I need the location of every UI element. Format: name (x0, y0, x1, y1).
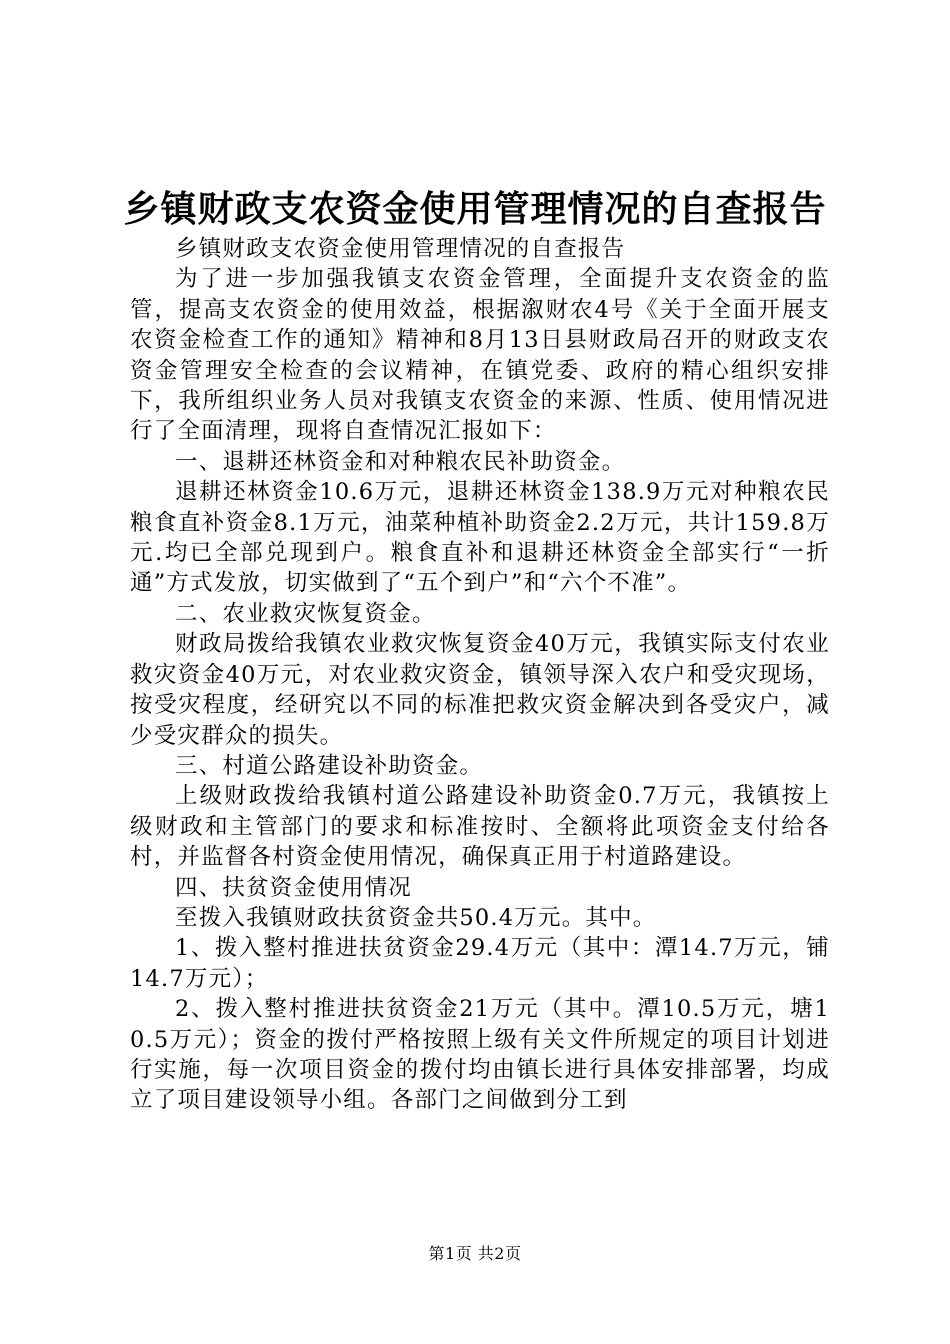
body-paragraph: 四、扶贫资金使用情况 (175, 874, 413, 901)
body-paragraph: 1、拨入整村推进扶贫资金29.4万元（其中：潭14.7万元，铺14.7万元）； (130, 935, 830, 992)
body-paragraph: 至拨入我镇财政扶贫资金共50.4万元。其中。 (175, 904, 657, 931)
body-paragraph: 三、村道公路建设补助资金。 (175, 752, 484, 779)
body-paragraph: 一、退耕还林资金和对种粮农民补助资金。 (175, 448, 626, 475)
document-title: 乡镇财政支农资金使用管理情况的自查报告 (123, 189, 827, 230)
body-paragraph: 乡镇财政支农资金使用管理情况的自查报告 (175, 236, 626, 262)
body-paragraph: 为了进一步加强我镇支农资金管理，全面提升支农资金的监管，提高支农资金的使用效益，根据溆财农4号《关于全面开展支农资金检查工作的通知》精神和8月13日县财政局召开的财政支农资金管理安全检查的会议精神，在镇党委、政府的精心组织安排下，我所组织业务人员对我镇支农资金的来源、性质、使用情况进行了全面清理，现将自查情况汇报如下： (130, 266, 830, 445)
body-paragraph: 二、农业救灾恢复资金。 (175, 600, 436, 627)
page-number-footer: 第1页 共2页 (428, 1244, 522, 1263)
body-paragraph: 上级财政拨给我镇村道公路建设补助资金0.7万元，我镇按上级财政和主管部门的要求和标准按时、全额将此项资金支付给各村，并监督各村资金使用情况，确保真正用于村道路建设。 (130, 783, 830, 871)
document-body (130, 234, 830, 1116)
body-paragraph: 财政局拨给我镇农业救灾恢复资金40万元，我镇实际支付农业救灾资金40万元，对农业救灾资金，镇领导深入农户和受灾现场，按受灾程度，经研究以不同的标准把救灾资金解决到各受灾户，减少受灾群众的损失。 (130, 631, 830, 749)
body-paragraph: 退耕还林资金10.6万元，退耕还林资金138.9万元对种粮农民粮食直补资金8.1万元，油菜种植补助资金2.2万元，共计159.8万元.均已全部兑现到户。粮食直补和退耕还林资金全部实行“一折通”方式发放，切实做到了“五个到户”和“六个不准”。 (130, 479, 830, 597)
body-paragraph: 2、拨入整村推进扶贫资金21万元（其中。潭10.5万元，塘10.5万元）；资金的拨付严格按照上级有关文件所规定的项目计划进行实施，每一次项目资金的拨付均由镇长进行具体安排部署，均成立了项目建设领导小组。各部门之间做到分工到 (130, 996, 830, 1114)
